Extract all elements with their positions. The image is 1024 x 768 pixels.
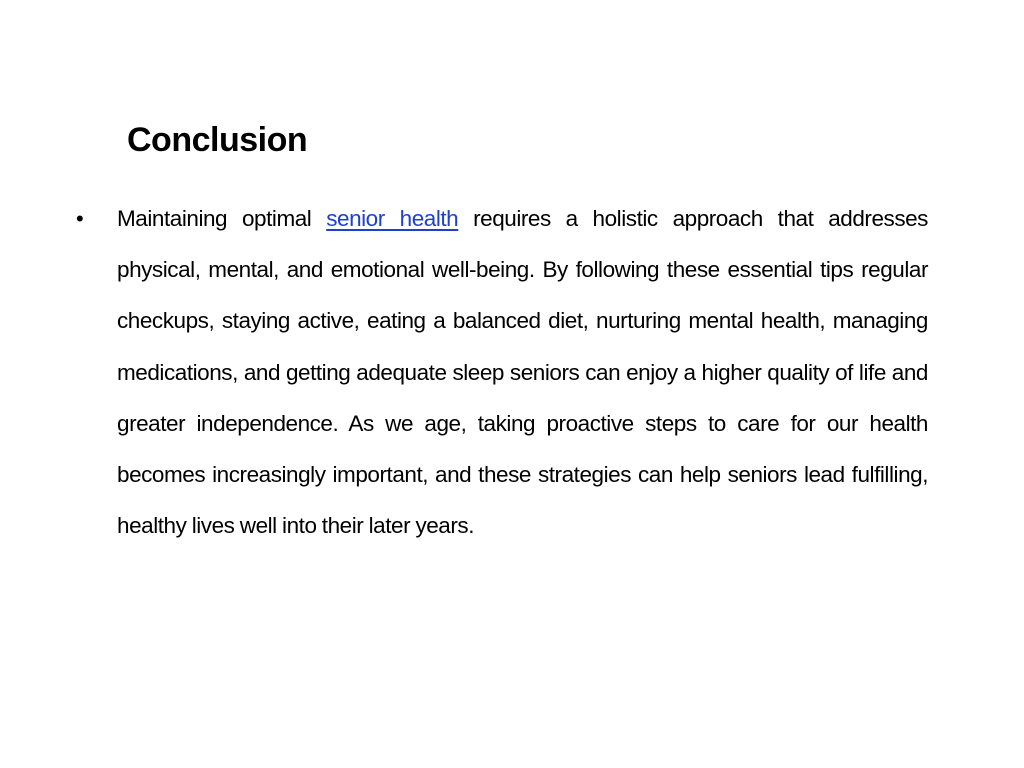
bullet-dot-icon: •: [76, 206, 84, 231]
paragraph-text-rest: requires a holistic approach that addresses physical, mental, and emotional well-being. By following these essential tips regular checkups, staying active, eating a balanced diet, nurturing mental health, managing medications, and getting adequate sleep seniors can enjoy a higher quality of life and greater independence. As we age, taking proactive steps to care for our health becomes increasingly important, and these strategies can help seniors lead fulfilling, healthy lives well into their later years.: [117, 206, 928, 539]
bullet-paragraph: [117, 193, 928, 551]
slide-title: Conclusion: [127, 121, 308, 159]
list-item: [0, 193, 1024, 551]
paragraph-text-start: Maintaining optimal: [117, 206, 327, 231]
bullet-list: [0, 193, 1024, 551]
senior-health-link[interactable]: senior health: [326, 206, 459, 231]
